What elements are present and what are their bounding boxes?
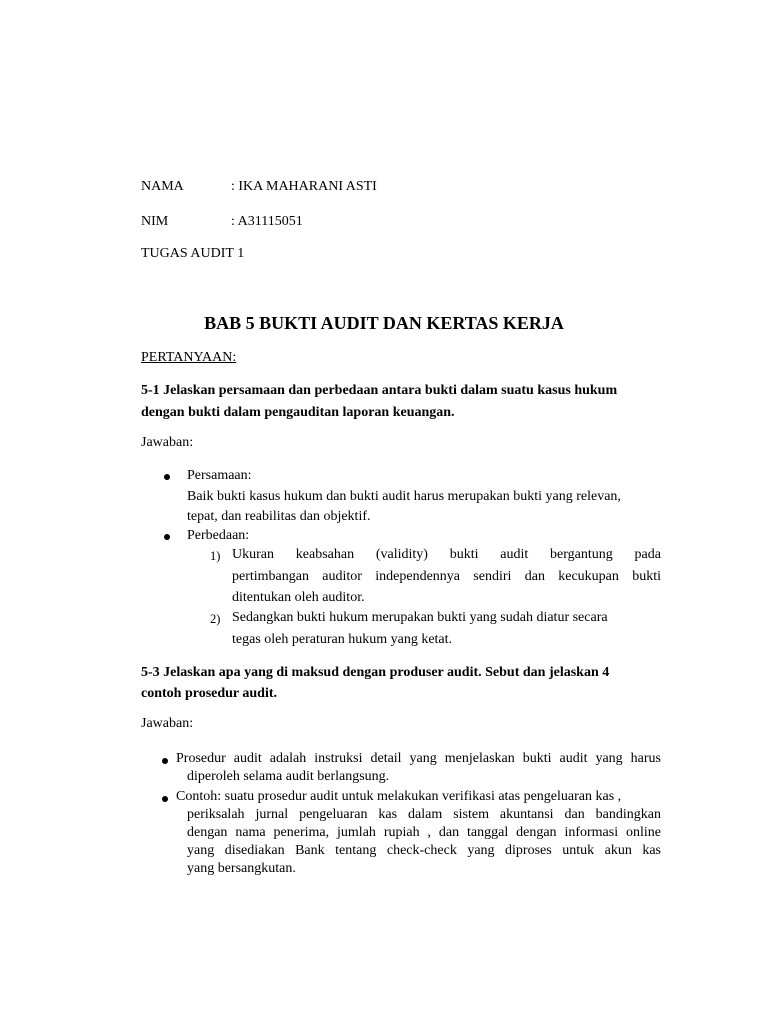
item-1-line1: Ukuran keabsahan (validity) bukti audit bergantung pada — [232, 547, 661, 562]
item-2-number: 2) — [210, 612, 221, 626]
perbedaan-label: Perbedaan: — [187, 528, 250, 543]
persamaan-label: Persamaan: — [187, 468, 252, 483]
jawaban-label-2: Jawaban: — [141, 716, 194, 731]
item-1-line3: ditentukan oleh auditor. — [232, 590, 365, 605]
bullet-icon — [164, 534, 170, 540]
persamaan-line2: tepat, dan reabilitas dan objektif. — [187, 509, 371, 524]
question-5-3-line2: contoh prosedur audit. — [141, 686, 278, 701]
contoh-line2: periksalah jurnal pengeluaran kas dalam sistem akuntansi dan bandingkan — [187, 807, 661, 822]
contoh-line5: yang bersangkutan. — [187, 861, 296, 876]
tugas-label: TUGAS AUDIT 1 — [141, 246, 245, 261]
question-5-1-line1: 5-1 Jelaskan persamaan dan perbedaan antara bukti dalam suatu kasus hukum — [141, 383, 618, 398]
bullet-icon — [164, 474, 170, 480]
item-2-line2: tegas oleh peraturan hukum yang ketat. — [232, 632, 453, 647]
nama-label: NAMA — [141, 179, 184, 194]
jawaban-label-1: Jawaban: — [141, 435, 194, 450]
nama-value: : IKA MAHARANI ASTI — [231, 179, 377, 194]
item-1-line2: pertimbangan auditor independennya sendiri dan kecukupan bukti — [232, 569, 661, 584]
prosedur-line2: diperoleh selama audit berlangsung. — [187, 769, 390, 784]
item-2-line1: Sedangkan bukti hukum merupakan bukti yang sudah diatur secara — [232, 610, 608, 625]
bullet-icon — [162, 758, 168, 764]
prosedur-line1: Prosedur audit adalah instruksi detail yang menjelaskan bukti audit yang harus — [176, 751, 661, 766]
nim-value: : A31115051 — [231, 214, 303, 229]
nim-label: NIM — [141, 214, 169, 229]
persamaan-line1: Baik bukti kasus hukum dan bukti audit harus merupakan bukti yang relevan, — [187, 489, 621, 504]
question-5-3-line1: 5-3 Jelaskan apa yang di maksud dengan produser audit. Sebut dan jelaskan 4 — [141, 665, 610, 680]
contoh-line3: dengan nama penerima, jumlah rupiah , dan tanggal dengan informasi online — [187, 825, 661, 840]
bullet-icon — [162, 796, 168, 802]
pertanyaan-heading: PERTANYAAN: — [141, 350, 237, 365]
contoh-line1: Contoh: suatu prosedur audit untuk melakukan verifikasi atas pengeluaran kas , — [176, 789, 622, 804]
item-1-number: 1) — [210, 549, 221, 563]
question-5-1-line2: dengan bukti dalam pengauditan laporan keuangan. — [141, 405, 455, 420]
document-title: BAB 5 BUKTI AUDIT DAN KERTAS KERJA — [204, 313, 564, 333]
contoh-line4: yang disediakan Bank tentang check-check yang diproses untuk akun kas — [187, 843, 661, 858]
